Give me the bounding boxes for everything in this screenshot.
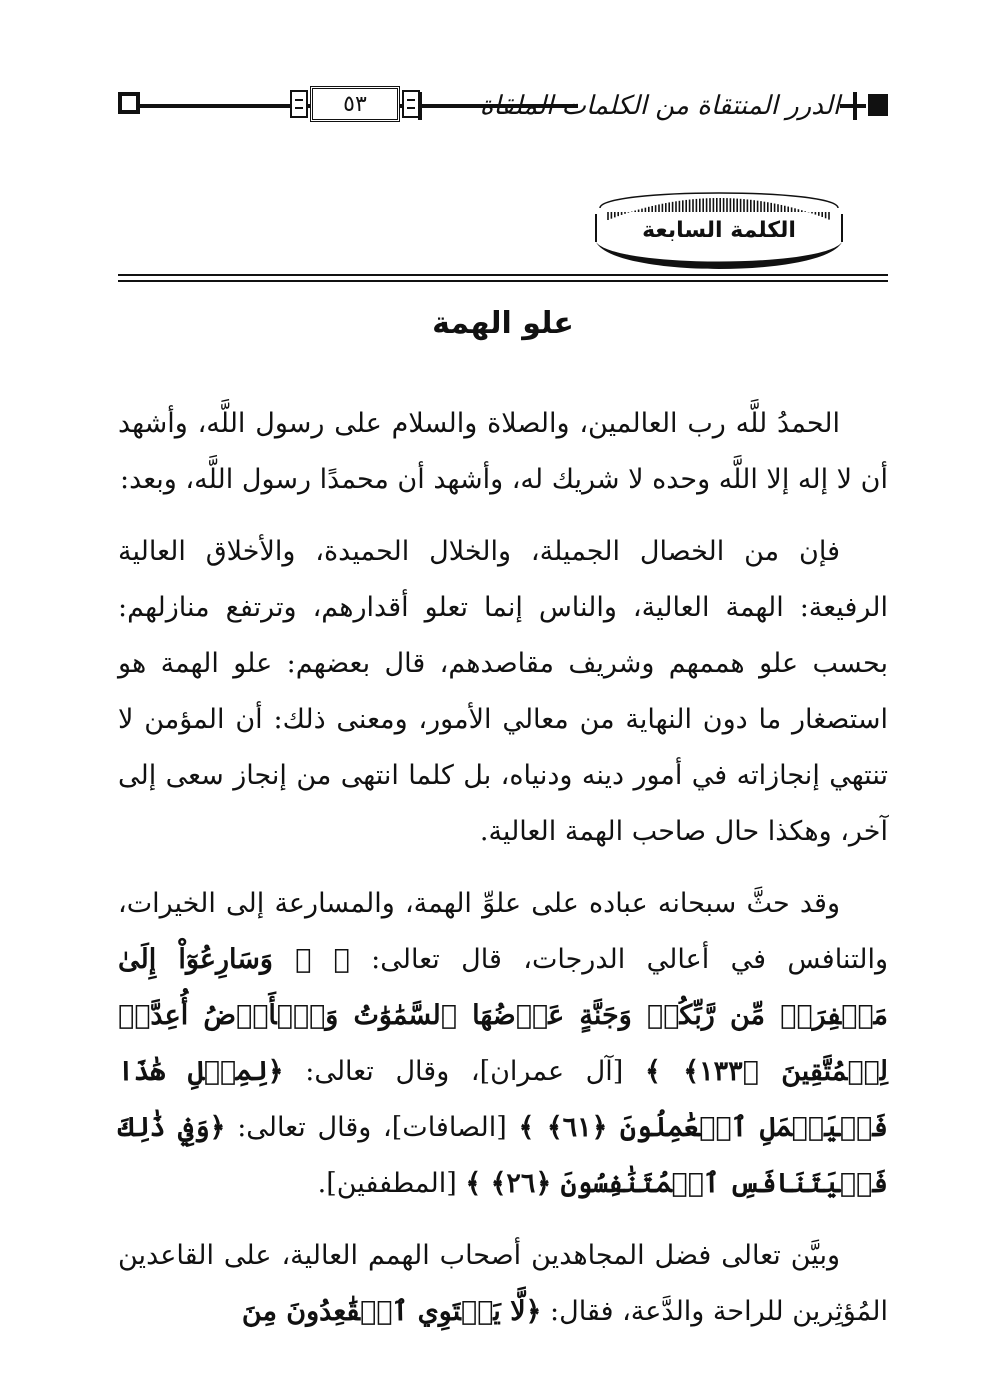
- section-divider: [118, 280, 888, 282]
- surah-reference: [المطففين].: [317, 1168, 466, 1199]
- paragraph-text: وقد حثَّ سبحانه عباده على علوِّ الهمة، والمسارعة إلى الخيرات، والتنافس في أعالي الدرجات، قال تعالى:: [118, 888, 888, 975]
- knot-ornament-icon: [402, 90, 420, 118]
- page-number: ٥٣: [310, 86, 400, 122]
- knot-ornament-icon: [290, 90, 308, 118]
- header-divider: [853, 92, 857, 120]
- paragraph: [118, 1228, 888, 1340]
- running-header: [118, 86, 888, 126]
- paragraph: الحمدُ للَّه رب العالمين، والصلاة والسلام على رسول اللَّه، وأشهد أن لا إله إلا اللَّه وحده لا شريك له، وأشهد أن محمدًا رسول اللَّه، وبعد:: [118, 408, 888, 495]
- article-title: علو الهمة: [432, 306, 574, 341]
- book-title: الدرر المنتقاة من الكلمات الملقاة: [578, 88, 840, 124]
- quran-verse: ﴿وَفِي ذَٰلِكَ فَلۡيَتَنَافَسِ ٱلۡمُتَنَٰفِسُونَ ﴿٢٦﴾ ﴾: [118, 1112, 888, 1199]
- quran-verse: ﴿لَّا يَسۡتَوِي ٱلۡقَٰعِدُونَ مِنَ: [241, 1296, 542, 1327]
- article-body: [118, 396, 888, 1356]
- quran-verse: ﴿ ۞ وَسَارِعُوٓاْ إِلَىٰ مَغۡفِرَةٖ مِّن رَّبِّكُمۡ وَجَنَّةٍ عَرۡضُهَا ٱلسَّمَٰوَٰتُ وَٱلۡأَرۡضُ أُعِدَّتۡ لِلۡمُتَّقِينَ ﴿١٣٣﴾ ﴾: [118, 944, 888, 1087]
- chapter-label: الكلمة السابعة: [642, 218, 796, 243]
- section-divider: [118, 274, 888, 276]
- paragraph-text: وبيَّن تعالى فضل المجاهدين أصحاب الهمم العالية، على القاعدين المُؤثِرين للراحة والدَّعة، فقال:: [118, 1240, 888, 1327]
- paragraph: [118, 876, 888, 1212]
- chapter-banner: [594, 168, 844, 276]
- header-square-ornament: [118, 92, 140, 114]
- surah-reference: [آل عمران]، وقال تعالى:: [283, 1056, 645, 1087]
- paragraph: فإن من الخصال الجميلة، والخلال الحميدة، والأخلاق العالية الرفيعة: الهمة العالية، والناس إنما تعلو أقدارهم، وترتفع منازلهم: بحسب علو هممهم وشريف مقاصدهم، قال بعضهم: علو الهمة هو استصغار ما دون النهاية من معالي الأمور، ومعنى ذلك: أن المؤمن لا تنتهي إنجازاته في أمور دينه ودنياه، بل كلما انتهى من إنجاز سعى إلى آخر، وهكذا حال صاحب الهمة العالية.: [118, 536, 888, 847]
- header-square-ornament: [868, 94, 888, 116]
- surah-reference: [الصافات]، وقال تعالى:: [225, 1112, 519, 1143]
- quran-verse: ﴿لِمِثۡلِ هَٰذَا فَلۡيَعۡمَلِ ٱلۡعَٰمِلُونَ ﴿٦١﴾ ﴾: [118, 1056, 888, 1143]
